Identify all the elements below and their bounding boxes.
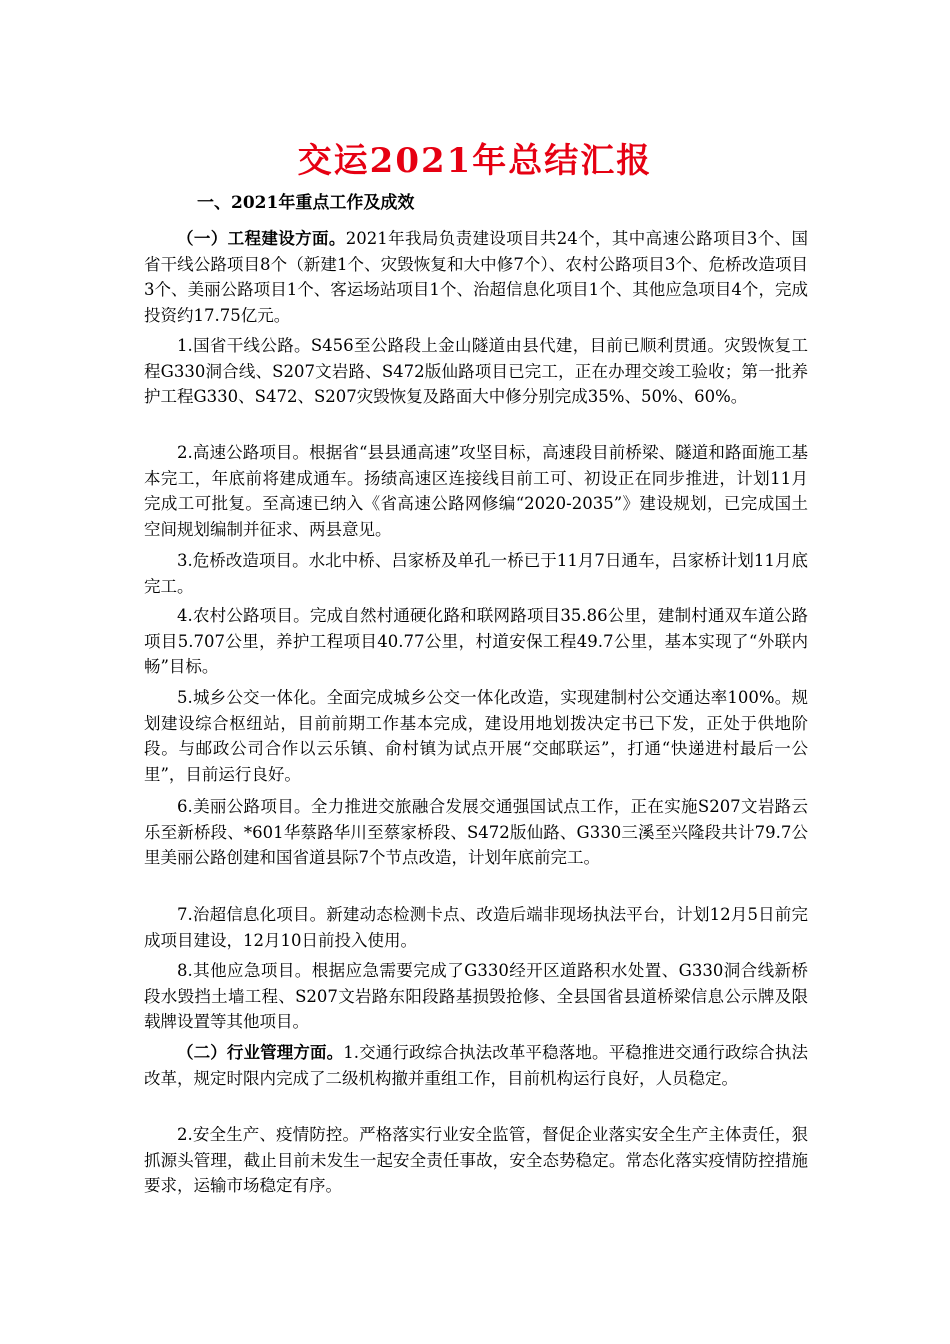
paragraph-item-1: 1.国省干线公路。S456至公路段上金山隧道由县代建，目前已顺利贯通。灾毁恢复工程G330洞合线、S207文岩路、S472版仙路项目已完工，正在办理交竣工验收；第一批养护工程G330、S472、S207灾毁恢复及路面大中修分别完成35%、50%、60%。 xyxy=(144,336,808,407)
paragraph-item-7: 7.治超信息化项目。新建动态检测卡点、改造后端非现场执法平台，计划12月5日前完成项目建设，12月10日前投入使用。 xyxy=(144,905,808,950)
document-title: 交运2021年总结汇报 xyxy=(297,141,653,181)
paragraph-lead: （一）工程建设方面。 xyxy=(177,229,346,248)
paragraph-item-3: 3.危桥改造项目。水北中桥、吕家桥及单孔一桥已于11月7日通车，吕家桥计划11月底完工。 xyxy=(144,551,808,596)
paragraph-safety: 2.安全生产、疫情防控。严格落实行业安全监管，督促企业落实安全生产主体责任，狠抓源头管理，截止目前未发生一起安全责任事故，安全态势稳定。常态化落实疫情防控措施要求，运输市场稳定有序。 xyxy=(144,1125,808,1196)
paragraph-item-4: 4.农村公路项目。完成自然村通硬化路和联网路项目35.86公里，建制村通双车道公路项目5.707公里，养护工程项目40.77公里，村道安保工程49.7公里，基本实现了“外联内畅”目标。 xyxy=(144,606,808,677)
paragraph-item-8: 8.其他应急项目。根据应急需要完成了G330经开区道路积水处置、G330洞合线新桥段水毁挡土墙工程、S207文岩路东阳段路基损毁抢修、全县国省县道桥梁信息公示牌及限载牌设置等其他项目。 xyxy=(144,961,808,1032)
paragraph-item-2: 2.高速公路项目。根据省“县县通高速”攻坚目标，高速段目前桥梁、隧道和路面施工基本完工，年底前将建成通车。扬绩高速区连接线目前工可、初设正在同步推进，计划11月完成工可批复。至高速已纳入《省高速公路网修编“2020-2035”》建设规划，已完成国土空间规划编制并征求、两县意见。 xyxy=(144,443,808,539)
paragraph-text: 1.交通行政综合执法改革平稳落地。平稳推进交通行政综合执法改革，规定时限内完成了二级机构撤并重组工作，目前机构运行良好，人员稳定。 xyxy=(144,1043,809,1088)
paragraph-industry xyxy=(144,1040,808,1091)
paragraph-text: 2021年我局负责建设项目共24个，其中高速公路项目3个、国省干线公路项目8个（新建1个、灾毁恢复和大中修7个）、农村公路项目3个、危桥改造项目3个、美丽公路项目1个、客运场站项目1个、治超信息化项目1个、其他应急项目4个，完成投资约17.75亿元。 xyxy=(144,229,808,325)
section-heading: 一、2021年重点工作及成效 xyxy=(197,193,415,213)
paragraph-item-5: 5.城乡公交一体化。全面完成城乡公交一体化改造，实现建制村公交通达率100%。规划建设综合枢纽站，目前前期工作基本完成，建设用地划拨决定书已下发，正处于供地阶段。与邮政公司合作以云乐镇、俞村镇为试点开展“交邮联运”，打通“快递进村最后一公里”，目前运行良好。 xyxy=(144,688,808,784)
paragraph-engineering xyxy=(144,226,808,328)
paragraph-lead: （二）行业管理方面。 xyxy=(177,1043,344,1062)
paragraph-item-6: 6.美丽公路项目。全力推进交旅融合发展交通强国试点工作，正在实施S207文岩路云乐至新桥段、*601华蔡路华川至蔡家桥段、S472版仙路、G330三溪至兴隆段共计79.7公里美丽公路创建和国省道县际7个节点改造，计划年底前完工。 xyxy=(144,797,808,868)
